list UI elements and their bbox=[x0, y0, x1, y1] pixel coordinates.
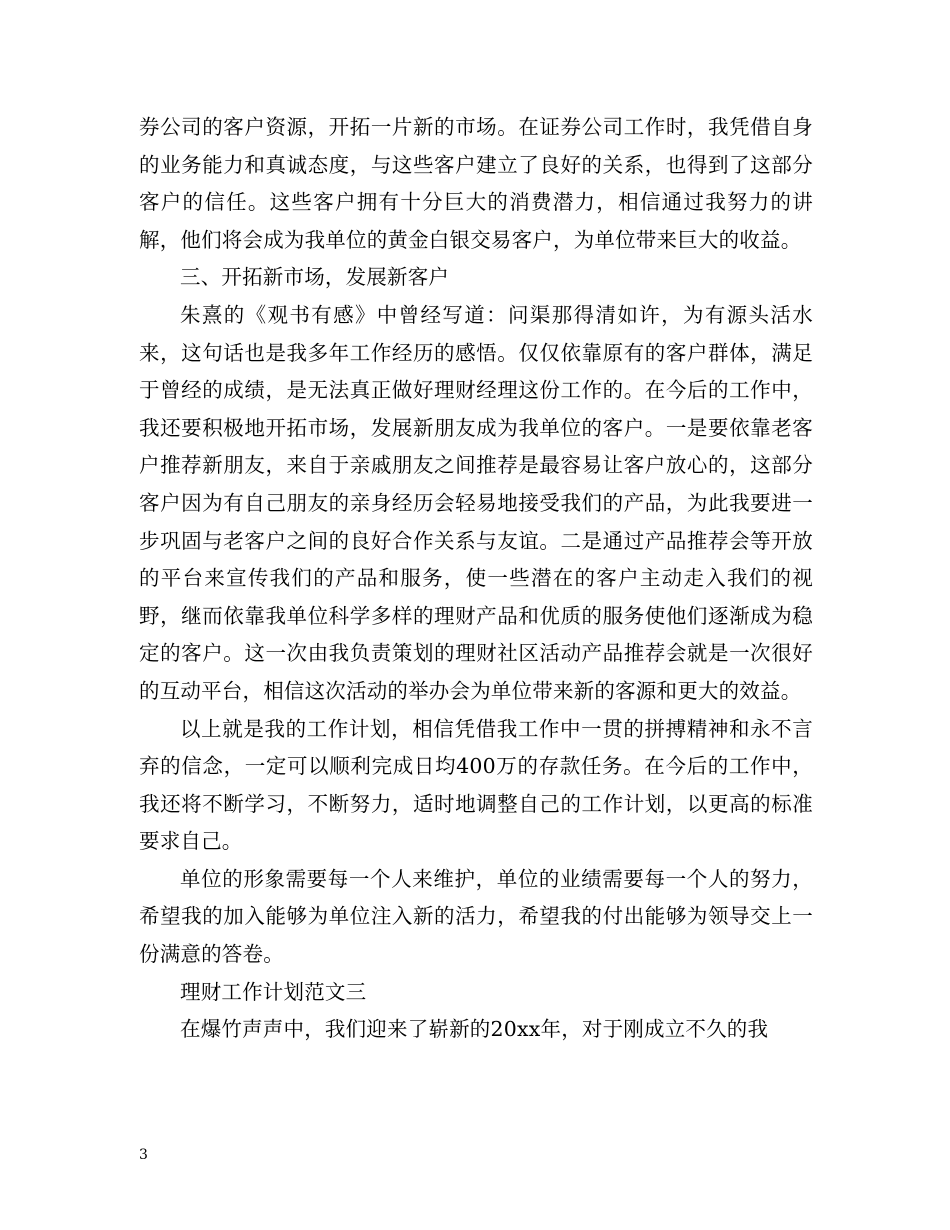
document-body bbox=[139, 109, 813, 1049]
paragraph-2: 朱熹的《观书有感》中曾经写道：问渠那得清如许，为有源头活水来，这句话也是我多年工作经历的感悟。仅仅依靠原有的客户群体，满足于曾经的成绩，是无法真正做好理财经理这份工作的。在今后的工作中，我还要积极地开拓市场，发展新朋友成为我单位的客户。一是要依靠老客户推荐新朋友，来自于亲戚朋友之间推荐是最容易让客户放心的，这部分客户因为有自己朋友的亲身经历会轻易地接受我们的产品，为此我要进一步巩固与老客户之间的良好合作关系与友谊。二是通过产品推荐会等开放的平台来宣传我们的产品和服务，使一些潜在的客户主动走入我们的视野，继而依靠我单位科学多样的理财产品和优质的服务使他们逐渐成为稳定的客户。这一次由我负责策划的理财社区活动产品推荐会就是一次很好的互动平台，相信这次活动的举办会为单位带来新的客源和更大的效益。 bbox=[139, 302, 813, 703]
paragraph-1: 券公司的客户资源，开拓一片新的市场。在证券公司工作时，我凭借自身的业务能力和真诚态度，与这些客户建立了良好的关系，也得到了这部分客户的信任。这些客户拥有十分巨大的消费潜力，相信通过我努力的讲解，他们将会成为我单位的黄金白银交易客户，为单位带来巨大的收益。 bbox=[139, 115, 813, 252]
page-number: 3 bbox=[139, 1147, 148, 1163]
section-heading-3: 三、开拓新市场，发展新客户 bbox=[180, 265, 450, 290]
paragraph-5: 在爆竹声声中，我们迎来了崭新的20xx年，对于刚成立不久的我 bbox=[180, 1017, 769, 1042]
paragraph-4: 单位的形象需要每一个人来维护，单位的业绩需要每一个人的努力，希望我的加入能够为单位注入新的活力，希望我的付出能够为领导交上一份满意的答卷。 bbox=[139, 866, 813, 967]
sample-title: 理财工作计划范文三 bbox=[180, 979, 367, 1004]
paragraph-3: 以上就是我的工作计划，相信凭借我工作中一贯的拼搏精神和永不言弃的信念，一定可以顺利完成日均400万的存款任务。在今后的工作中，我还将不断学习，不断努力，适时地调整自己的工作计划，以更高的标准要求自己。 bbox=[139, 716, 813, 854]
